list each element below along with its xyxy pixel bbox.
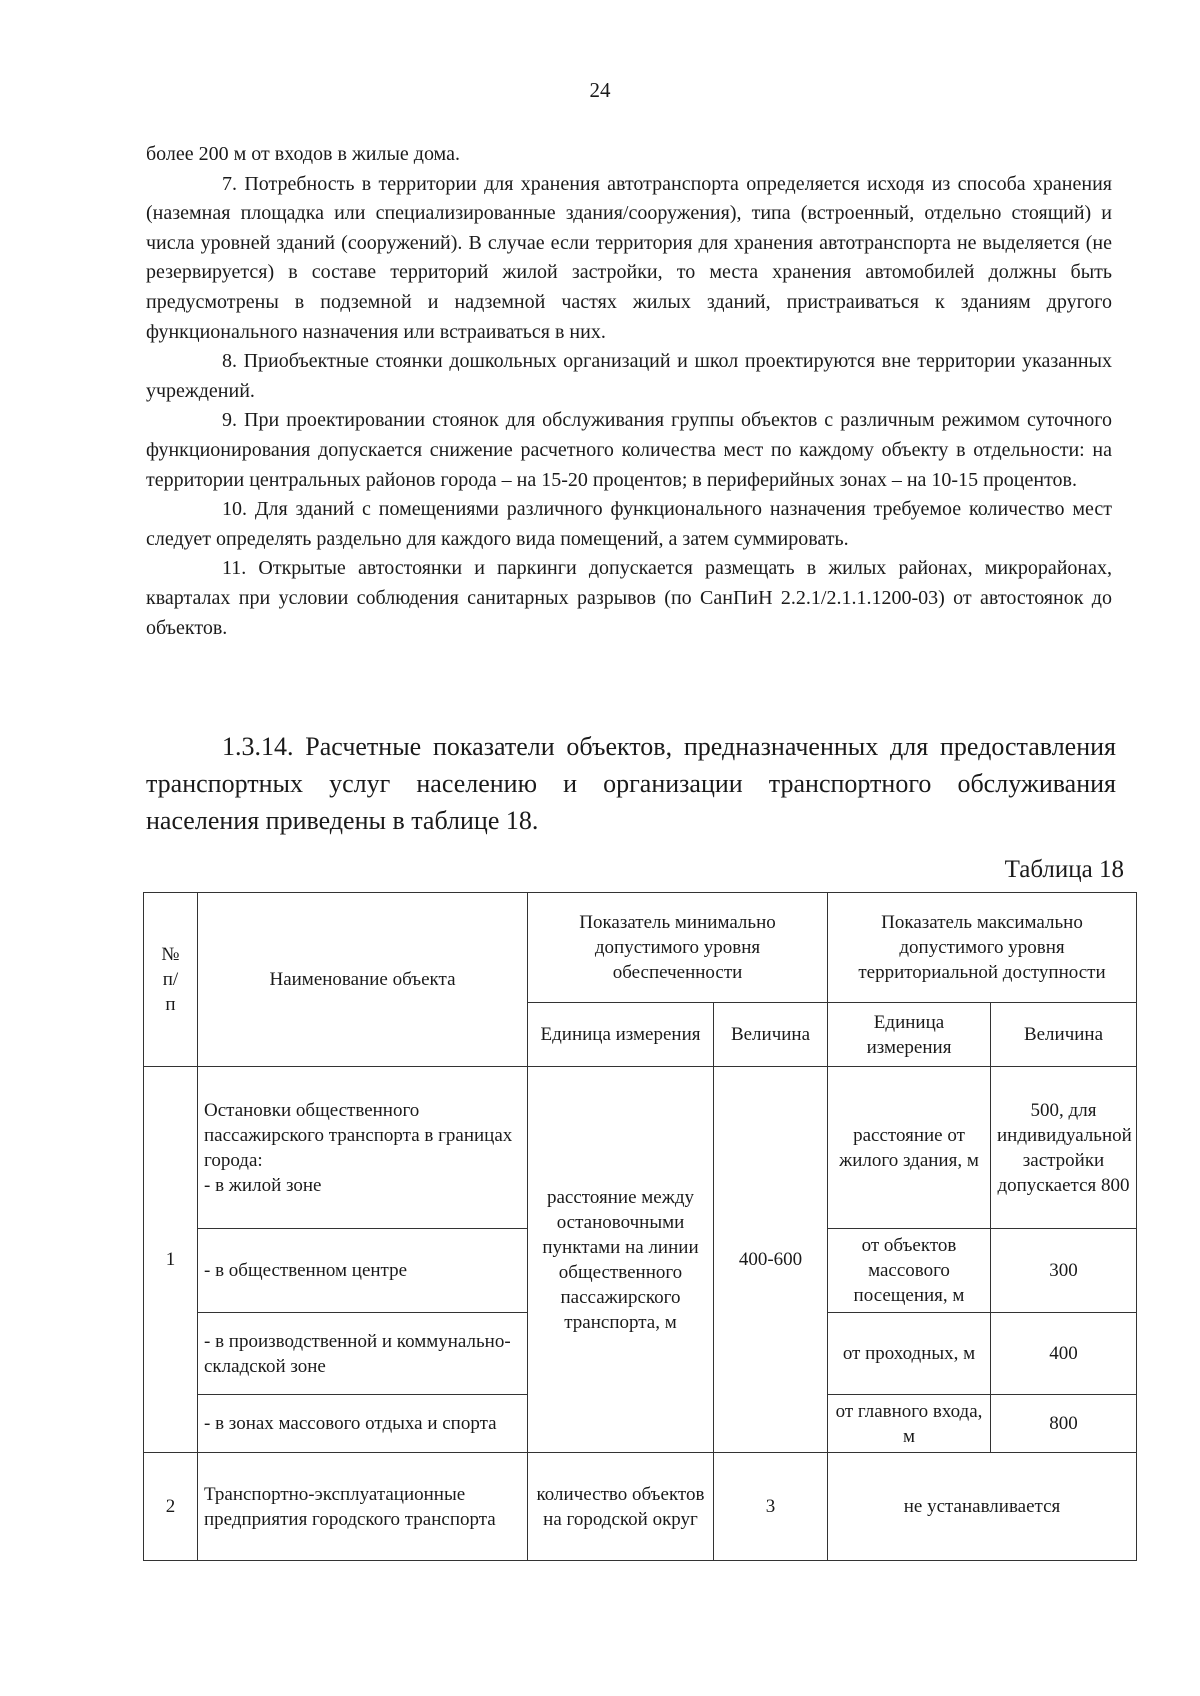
row-number: 1 [144,1067,198,1453]
object-name: Остановки общественного пассажирского транспорта в границах города: - в жилой зоне [198,1067,528,1229]
data-table [143,892,1137,1561]
max-unit-cell: от проходных, м [828,1313,991,1395]
header-max-value: Величина [991,1003,1137,1067]
max-value-cell: 400 [991,1313,1137,1395]
section-heading: 1.3.14. Расчетные показатели объектов, предназначенных для предоставления транспортных услуг населению и организации транспортного обслуживания населения приведены в таблице 18. [146,732,1116,835]
min-unit-cell: количество объектов на городской округ [528,1453,714,1561]
header-min-value: Величина [714,1003,828,1067]
max-unit-cell: от объектов массового посещения, м [828,1229,991,1313]
max-value-cell: 500, для индивидуальной застройки допускается 800 [991,1067,1137,1229]
header-max-unit: Единица измерения [828,1003,991,1067]
page-number: 24 [589,78,611,102]
paragraph: 11. Открытые автостоянки и паркинги допускается размещать в жилых районах, микрорайонах, кварталах при условии соблюдения санитарных разрывов (по СанПиН 2.2.1/2.1.1.1200-03) от автостоянок до объектов. [146,557,1112,639]
body-text [146,140,1112,643]
max-level-cell: не устанавливается [828,1453,1137,1561]
paragraph: 9. При проектировании стоянок для обслуживания группы объектов с различным режимом суточного функционирования допускается снижение расчетного количества мест по каждому объекту в отдельности: на территории центральных районов города – на 15-20 процентов; в периферийных зонах – на 10-15 процентов. [146,409,1112,491]
max-value-cell: 800 [991,1395,1137,1453]
object-name: - в общественном центре [198,1229,528,1313]
max-value-cell: 300 [991,1229,1137,1313]
header-min-level: Показатель минимально допустимого уровня обеспеченности [528,893,828,1003]
paragraph: 8. Приобъектные стоянки дошкольных организаций и школ проектируются вне территории указанных учреждений. [146,350,1112,402]
object-name: Транспортно-эксплуатационные предприятия городского транспорта [198,1453,528,1561]
table-caption: Таблица 18 [1004,856,1124,883]
header-num: № п/п [144,893,198,1067]
min-value-cell: 3 [714,1453,828,1561]
object-name: - в зонах массового отдыха и спорта [198,1395,528,1453]
max-unit-cell: расстояние от жилого здания, м [828,1067,991,1229]
header-max-level: Показатель максимально допустимого уровня территориальной доступности [828,893,1137,1003]
header-name: Наименование объекта [198,893,528,1067]
paragraph: 7. Потребность в территории для хранения автотранспорта определяется исходя из способа хранения (наземная площадка или специализированные здания/сооружения), типа (встроенный, отдельно стоящий) и числа уровней зданий (сооружений). В случае если территория для хранения автотранспорта не выделяется (не резервируется) в составе территорий жилой застройки, то места хранения автомобилей должны быть предусмотрены в подземной и надземной частях жилых зданий, пристраиваться к зданиям другого функционального назначения или встраиваться в них. [146,172,1112,343]
min-value-cell: 400-600 [714,1067,828,1453]
row-number: 2 [144,1453,198,1561]
header-min-unit: Единица измерения [528,1003,714,1067]
object-name: - в производственной и коммунально-складской зоне [198,1313,528,1395]
min-unit-cell: расстояние между остановочными пунктами на линии общественного пассажирского транспорта, м [528,1067,714,1453]
paragraph: 10. Для зданий с помещениями различного функционального назначения требуемое количество мест следует определять раздельно для каждого вида помещений, а затем суммировать. [146,498,1112,550]
paragraph: более 200 м от входов в жилые дома. [146,143,460,165]
max-unit-cell: от главного входа, м [828,1395,991,1453]
